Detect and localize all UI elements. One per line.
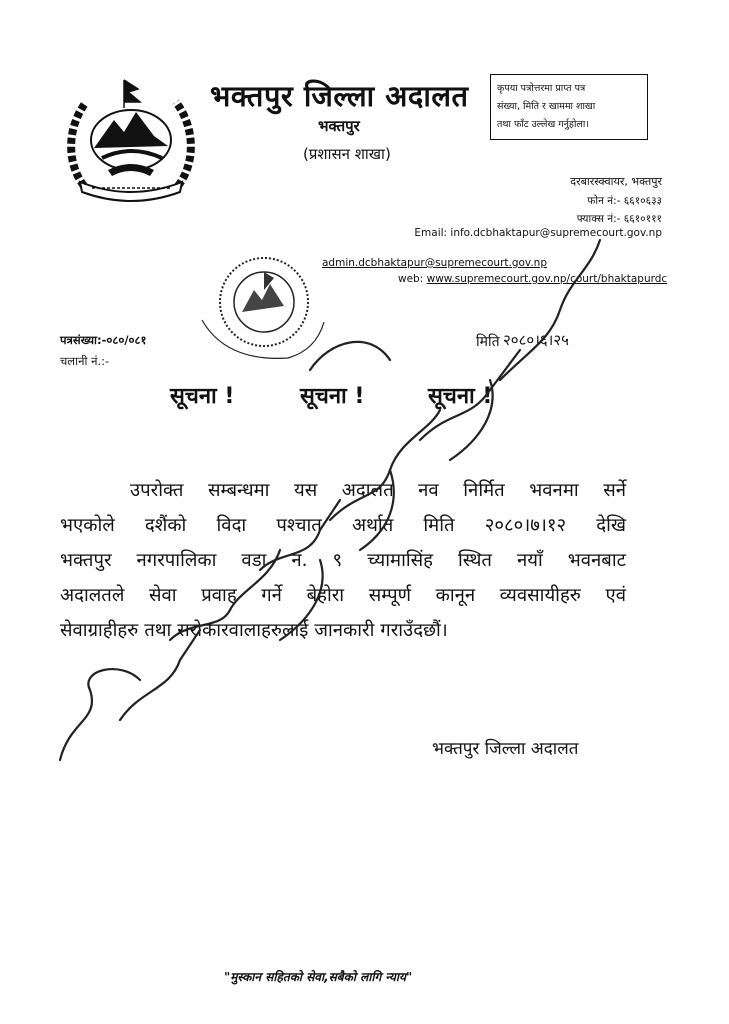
- website-link[interactable]: www.supremecourt.gov.np/court/bhaktapurdc: [426, 273, 668, 285]
- admin-email-link[interactable]: admin.dcbhaktapur@supremecourt.gov.np: [322, 257, 547, 269]
- date-value: २०८०।६।२५: [503, 331, 569, 349]
- notice-line-2: संख्या, मिति र खाममा शाखा: [497, 101, 596, 112]
- headline-word-3: सूचना !: [428, 384, 493, 409]
- court-name: भक्तपुर जिल्ला अदालत: [210, 79, 469, 113]
- court-city: भक्तपुर: [318, 117, 360, 135]
- court-seal-stamp: [196, 250, 332, 378]
- date-label: मिति: [476, 334, 500, 350]
- headline-word-2: सूचना !: [300, 384, 365, 409]
- signature-court-name: भक्तपुर जिल्ला अदालत: [432, 739, 579, 759]
- phone-number: फोन नं:- ६६१०६३३: [587, 195, 662, 207]
- letter-number: पत्रसंख्या:-०८०/०८१: [60, 333, 147, 347]
- info-email: Email: info.dcbhaktapur@supremecourt.gov.np: [414, 227, 662, 239]
- website-row: [398, 273, 667, 285]
- notice-line-1: कृपया पत्रोत्तरमा प्राप्त पत्र: [497, 83, 586, 94]
- body-line-2: भएकोले दशैंको विदा पश्चात अर्थात मिति २०८०।७।१२ देखि: [60, 515, 626, 536]
- headline-word-1: सूचना !: [170, 384, 235, 409]
- nepal-emblem-icon: [62, 74, 200, 202]
- web-label: web:: [398, 273, 424, 285]
- court-address: दरबारस्क्वायर, भक्तपुर: [570, 175, 662, 188]
- reference-notice-box: [490, 74, 648, 140]
- notice-line-3: तथा फाँट उल्लेख गर्नुहोला।: [497, 119, 589, 130]
- footer-motto: "मुस्कान सहितको सेवा,सबैको लागि न्याय": [224, 970, 413, 984]
- body-line-5: सेवाग्राहीहरु तथा सरोकारवालाहरुलाई जानकारी गराउँदछौं।: [60, 620, 448, 641]
- court-branch: (प्रशासन शाखा): [303, 145, 391, 163]
- body-line-1: उपरोक्त सम्बन्धमा यस अदालत नव निर्मित भवनमा सर्ने: [130, 480, 626, 501]
- body-line-3: भक्तपुर नगरपालिका वडा नं. ९ च्यामासिंह स्थित नयाँ भवनबाट: [60, 550, 626, 571]
- body-line-4: अदालतले सेवा प्रवाह गर्ने बेहोरा सम्पूर्ण कानून व्यवसायीहरु एवं: [60, 585, 626, 606]
- fax-number: फ्याक्स नं:- ६६१०१११: [576, 213, 662, 225]
- dispatch-number: चलानी नं.:-: [60, 354, 110, 368]
